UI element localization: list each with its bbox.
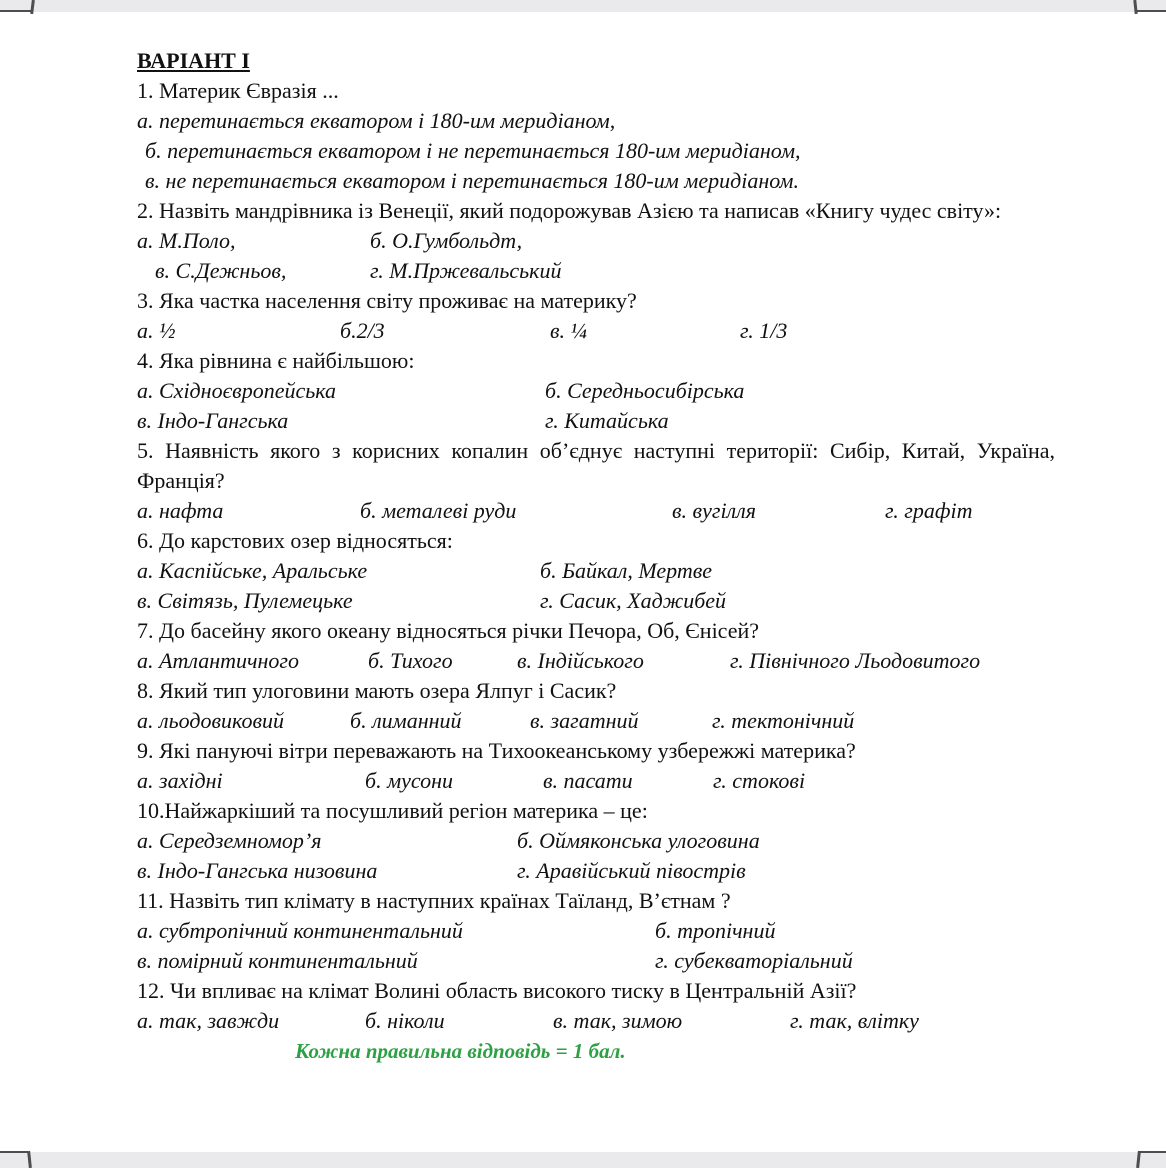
answer-option: г. графіт xyxy=(885,498,973,523)
answer-option: г. Північного Льодовитого xyxy=(730,648,981,673)
options-row xyxy=(137,916,1055,976)
page-title: ВАРІАНТ І xyxy=(137,48,250,73)
answer-option: б. Середньосибірська xyxy=(545,378,745,403)
page-corner-mark xyxy=(1135,10,1166,12)
options-row xyxy=(137,766,1055,796)
answer-option: г. М.Пржевальський xyxy=(370,258,562,283)
question-block xyxy=(137,76,1055,196)
options-row xyxy=(137,1006,1055,1036)
answer-option: б. лиманний xyxy=(350,708,462,733)
answer-option: в. помірний континентальний xyxy=(137,948,418,973)
options-row xyxy=(137,226,1055,286)
answer-option: а. Атлантичного xyxy=(137,648,299,673)
answer-option: в. вугілля xyxy=(672,498,756,523)
question-text: 9. Які пануючі вітри переважають на Тихоокеанському узбережжі материка? xyxy=(137,738,856,763)
options-row xyxy=(137,496,1055,526)
answer-option: г. Сасик, Хаджибей xyxy=(540,588,727,613)
page-corner-mark xyxy=(0,10,31,12)
answer-option: а. так, завжди xyxy=(137,1008,280,1033)
options-row xyxy=(137,376,1055,436)
question-block xyxy=(137,196,1055,286)
question-text: 10.Найжаркіший та посушливий регіон материка – це: xyxy=(137,798,648,823)
page-corner-mark xyxy=(1138,1151,1166,1153)
question-block xyxy=(137,346,1055,436)
question-text: 8. Який тип улоговини мають озера Ялпуг і Сасик? xyxy=(137,678,617,703)
answer-option: г. стокові xyxy=(713,768,806,793)
answer-option: а. Східноєвропейська xyxy=(137,378,337,403)
page-corner-mark xyxy=(0,1151,28,1153)
question-text: 5. Наявність якого з корисних копалин об’єднує наступні території: Сибір, Китай, Україна, Франція? xyxy=(137,438,1055,493)
answer-option: б. перетинається екватором і не перетинається 180-им меридіаном, xyxy=(145,138,801,163)
question-text: 11. Назвіть тип клімату в наступних країнах Таїланд, В’єтнам ? xyxy=(137,888,731,913)
question-text: 1. Материк Євразія ... xyxy=(137,78,339,103)
answer-option: а. перетинається екватором і 180-им меридіаном, xyxy=(137,108,616,133)
answer-option: б. Оймяконська улоговина xyxy=(517,828,760,853)
answer-option: а. західні xyxy=(137,768,223,793)
options-row xyxy=(137,556,1055,616)
question-block xyxy=(137,526,1055,616)
answer-option: б. металеві руди xyxy=(360,498,517,523)
answer-option: а. М.Поло, xyxy=(137,228,236,253)
question-block xyxy=(137,796,1055,886)
question-text: 2. Назвіть мандрівника із Венеції, який подорожував Азією та написав «Книгу чудес світу»: xyxy=(137,198,1002,223)
options-row xyxy=(137,316,1055,346)
question-text: 7. До басейну якого океану відносяться річки Печора, Об, Єнісей? xyxy=(137,618,760,643)
answer-option: г. так, влітку xyxy=(790,1008,919,1033)
answer-option: б. Тихого xyxy=(368,648,453,673)
question-block xyxy=(137,976,1055,1036)
answer-option: в. так, зимою xyxy=(553,1008,683,1033)
answer-option: г. тектонічний xyxy=(712,708,855,733)
document-sheet xyxy=(0,12,1166,1152)
answer-option: б. ніколи xyxy=(365,1008,445,1033)
answer-option: в. не перетинається екватором і перетинається 180-им меридіаном. xyxy=(145,168,799,193)
answer-option: б. мусони xyxy=(365,768,453,793)
answer-option: г. Китайська xyxy=(545,408,669,433)
question-text: 4. Яка рівнина є найбільшою: xyxy=(137,348,415,373)
question-block xyxy=(137,676,1055,736)
options-row xyxy=(137,706,1055,736)
question-text: 12. Чи впливає на клімат Волині область високого тиску в Центральній Азії? xyxy=(137,978,857,1003)
answer-option: а. Каспійське, Аральське xyxy=(137,558,368,583)
answer-option: в. пасати xyxy=(543,768,633,793)
question-block xyxy=(137,616,1055,676)
answer-option: б.2/3 xyxy=(340,318,385,343)
answer-option: в. ¼ xyxy=(550,318,588,343)
options-row xyxy=(137,826,1055,886)
answer-option: б. Байкал, Мертве xyxy=(540,558,713,583)
question-block xyxy=(137,736,1055,796)
question-block xyxy=(137,286,1055,346)
photo-bottom-edge xyxy=(0,1152,1166,1168)
answer-option: г. субекваторіальний xyxy=(655,948,853,973)
answer-option: в. Індійського xyxy=(517,648,644,673)
answer-option: а. льодовиковий xyxy=(137,708,284,733)
answer-option: б. тропічний xyxy=(655,918,776,943)
answer-option: в. загатний xyxy=(530,708,639,733)
question-text: 3. Яка частка населення світу проживає на материку? xyxy=(137,288,637,313)
answer-option: г. Аравійський півострів xyxy=(517,858,746,883)
answer-option: в. Світязь, Пулемецьке xyxy=(137,588,353,613)
question-text: 6. До карстових озер відносяться: xyxy=(137,528,453,553)
answer-option: б. О.Гумбольдт, xyxy=(370,228,523,253)
question-block xyxy=(137,886,1055,976)
options-row xyxy=(137,646,1055,676)
answer-option: в. Індо-Гангська низовина xyxy=(137,858,378,883)
answer-option: в. С.Дежньов, xyxy=(155,258,287,283)
scoring-note: Кожна правильна відповідь = 1 бал. xyxy=(295,1039,626,1063)
question-block xyxy=(137,436,1055,526)
answer-option: а. ½ xyxy=(137,318,176,343)
answer-option: г. 1/3 xyxy=(740,318,788,343)
answer-option: в. Індо-Гангська xyxy=(137,408,289,433)
answer-option: а. субтропічний континентальний xyxy=(137,918,463,943)
photo-top-edge xyxy=(0,0,1166,12)
answer-option: а. нафта xyxy=(137,498,224,523)
answer-option: а. Середземномор’я xyxy=(137,828,322,853)
